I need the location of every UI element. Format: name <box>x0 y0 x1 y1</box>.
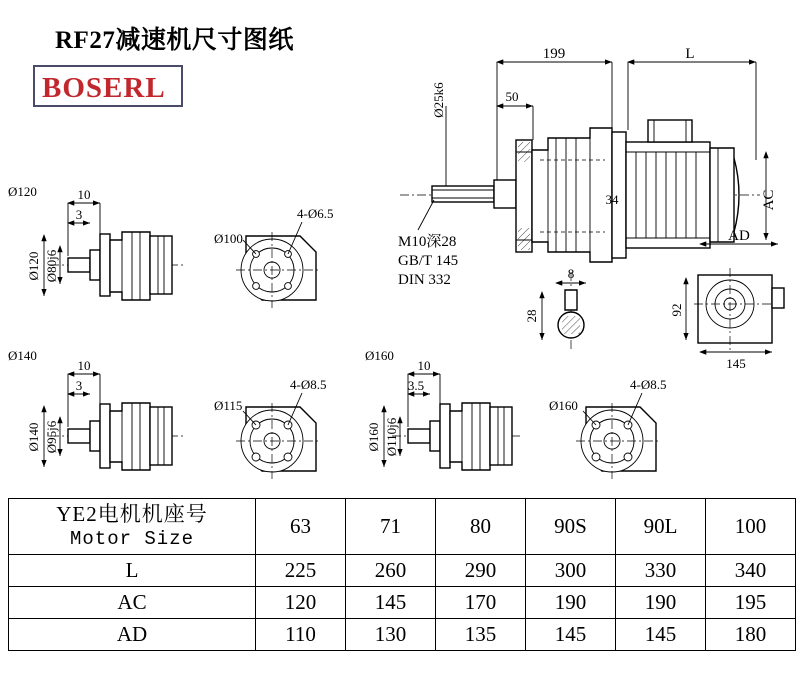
flange-view-120-front <box>214 206 333 308</box>
flange-view-140-front <box>214 377 326 479</box>
flange-view-160-side <box>365 348 520 470</box>
label-d120: Ø120 <box>8 184 37 199</box>
page-title: RF27减速机尺寸图纸 <box>55 27 294 54</box>
cell-AD-4: 145 <box>616 619 706 651</box>
header-size-5: 100 <box>706 499 796 555</box>
dim-AC: AC <box>761 189 777 211</box>
table-row <box>9 619 796 651</box>
cell-AC-4: 190 <box>616 587 706 619</box>
header-size-4: 90L <box>616 499 706 555</box>
dim-f120-10: 10 <box>77 187 91 202</box>
cell-L-3: 300 <box>526 555 616 587</box>
note-m10: M10深28 <box>398 234 457 250</box>
table-row <box>9 587 796 619</box>
dim-f120-d120: Ø120 <box>26 251 41 281</box>
dim-145: 145 <box>726 356 746 371</box>
dim-f120-4x65: 4-Ø6.5 <box>297 206 334 221</box>
table-header-row <box>9 499 796 555</box>
logo-text: BOSERL <box>42 72 166 104</box>
cell-AC-5: 195 <box>706 587 796 619</box>
header-size-0: 63 <box>256 499 346 555</box>
specification-table <box>8 498 796 651</box>
cell-L-0: 225 <box>256 555 346 587</box>
cell-AC-0: 120 <box>256 587 346 619</box>
dim-f140-d115: Ø115 <box>214 398 243 413</box>
cell-AC-2: 170 <box>436 587 526 619</box>
flange-view-120-side <box>8 184 185 300</box>
row-label-AD: AD <box>9 619 256 651</box>
dim-8: 8 <box>567 266 575 281</box>
cell-AC-3: 190 <box>526 587 616 619</box>
dim-34: 34 <box>605 192 619 207</box>
cell-AD-5: 180 <box>706 619 796 651</box>
dim-L: L <box>685 46 695 62</box>
dim-28: 28 <box>524 309 539 323</box>
dim-f140-10: 10 <box>77 358 91 373</box>
main-assembly-view <box>398 46 777 288</box>
dim-f160-d110j6: Ø110j6 <box>384 417 399 457</box>
label-d140: Ø140 <box>8 348 37 363</box>
cell-L-4: 330 <box>616 555 706 587</box>
dim-f140-d140: Ø140 <box>26 422 41 452</box>
dim-f120-3: 3 <box>75 207 83 222</box>
header-motor-size <box>9 499 256 555</box>
dim-f140-3: 3 <box>75 378 83 393</box>
row-label-AC: AC <box>9 587 256 619</box>
flange-view-160-front <box>549 377 666 479</box>
header-size-2: 80 <box>436 499 526 555</box>
label-d160: Ø160 <box>365 348 394 363</box>
row-label-L: L <box>9 555 256 587</box>
dim-f160-35: 3.5 <box>407 378 425 393</box>
dim-f160-10: 10 <box>417 358 431 373</box>
cell-AC-1: 145 <box>346 587 436 619</box>
note-gbt145: GB/T 145 <box>398 253 459 269</box>
header-size-3: 90S <box>526 499 616 555</box>
cell-AD-2: 135 <box>436 619 526 651</box>
dim-d25k6: Ø25k6 <box>431 82 446 118</box>
cell-L-1: 260 <box>346 555 436 587</box>
flange-view-140-side <box>8 348 185 470</box>
dim-f160-d160: Ø160 <box>366 422 381 452</box>
dim-f140-d95j6: Ø95j6 <box>44 420 59 454</box>
dim-f160-4x85: 4-Ø8.5 <box>630 377 667 392</box>
cell-AD-3: 145 <box>526 619 616 651</box>
note-din332: DIN 332 <box>398 272 451 288</box>
table-row <box>9 555 796 587</box>
motor-end-view <box>669 228 784 371</box>
dim-AD: AD <box>728 228 750 244</box>
cell-L-5: 340 <box>706 555 796 587</box>
dim-92: 92 <box>669 303 684 317</box>
cell-L-2: 290 <box>436 555 526 587</box>
dim-f120-d80j6: Ø80j6 <box>44 249 59 283</box>
dim-f120-d100: Ø100 <box>214 231 243 246</box>
cell-AD-1: 130 <box>346 619 436 651</box>
dim-f160-d160-front: Ø160 <box>549 398 578 413</box>
header-size-1: 71 <box>346 499 436 555</box>
cell-AD-0: 110 <box>256 619 346 651</box>
dim-199: 199 <box>542 46 566 62</box>
header-label-en: Motor Size <box>69 528 195 550</box>
keyway-detail-view <box>524 266 586 350</box>
header-label-cn: YE2电机机座号 <box>56 502 208 526</box>
dim-50: 50 <box>505 89 519 104</box>
dim-f140-4x85: 4-Ø8.5 <box>290 377 327 392</box>
